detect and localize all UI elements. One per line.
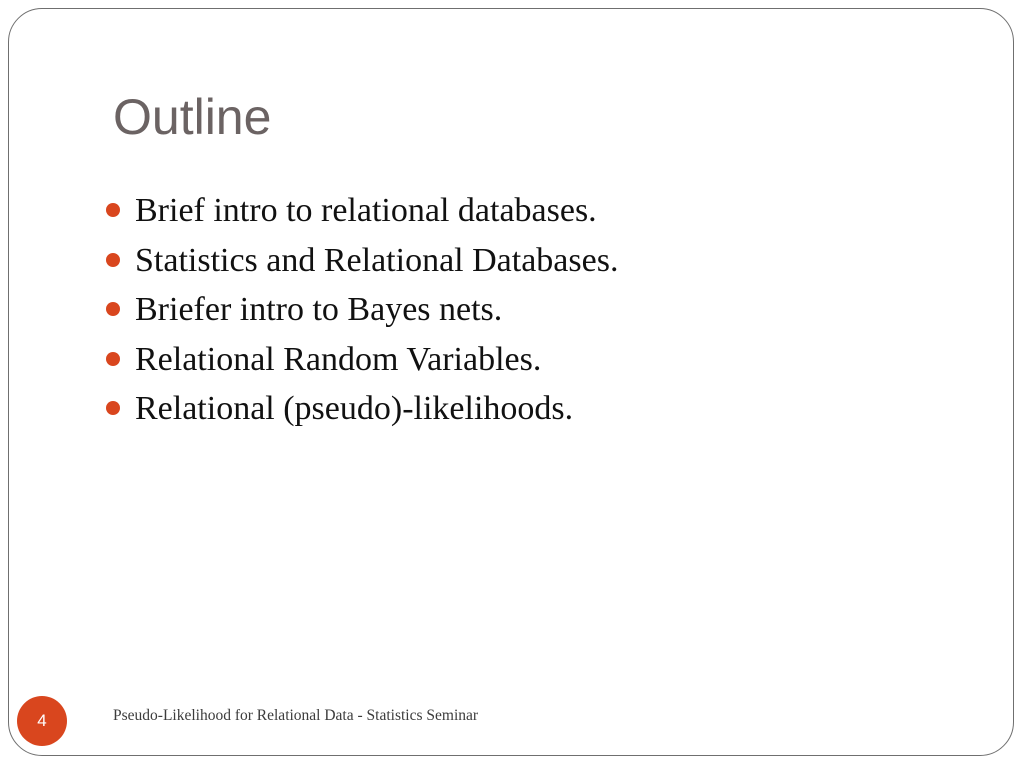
bullet-dot-icon [106,203,120,217]
bullet-text: Briefer intro to Bayes nets. [135,291,503,328]
bullet-dot-icon [106,352,120,366]
footer-text: Pseudo-Likelihood for Relational Data - Statistics Seminar [113,707,479,724]
bullet-item [104,236,618,286]
bullet-item [104,335,618,385]
bullet-dot-icon [106,401,120,415]
bullet-text: Relational (pseudo)-likelihoods. [135,390,574,427]
bullet-item [104,285,618,335]
slide-title: Outline [113,89,272,145]
bullet-item [104,384,618,434]
page-number-badge: 4 [17,696,67,746]
bullet-dot-icon [106,253,120,267]
bullet-item [104,186,618,236]
bullet-text: Brief intro to relational databases. [135,192,597,229]
bullet-text: Statistics and Relational Databases. [135,241,619,279]
bullet-text: Relational Random Variables. [135,340,542,378]
bullet-list [104,186,618,434]
bullet-dot-icon [106,302,120,316]
